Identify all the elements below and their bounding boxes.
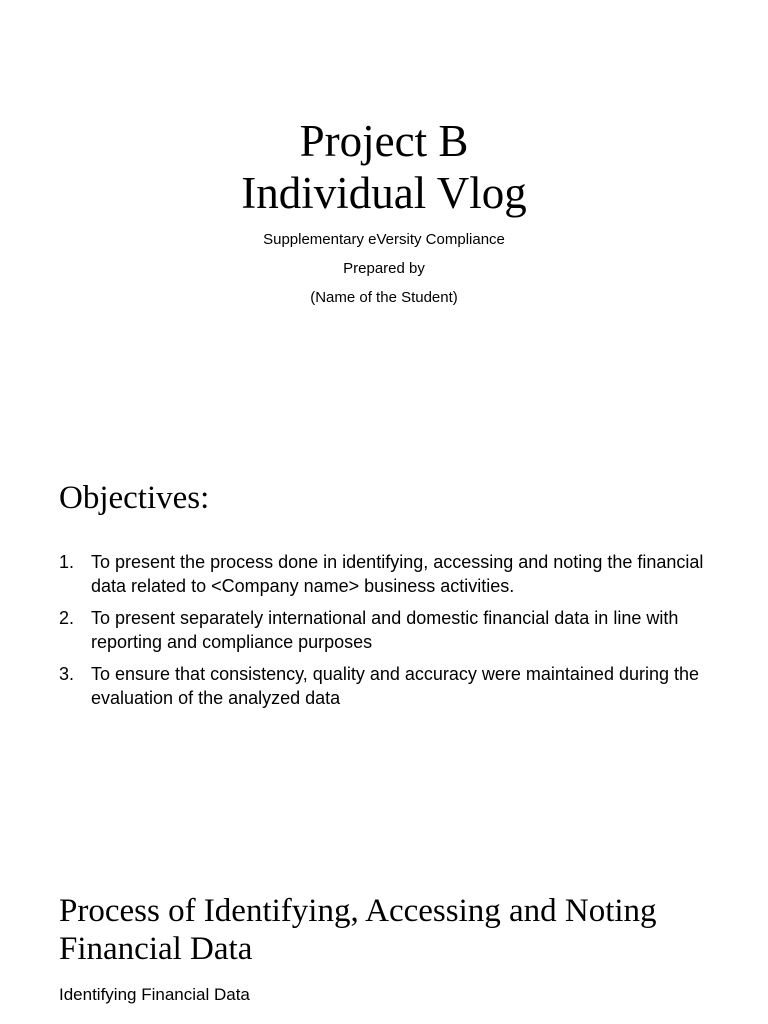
objectives-list — [59, 550, 729, 718]
objectives-heading: Objectives: — [59, 480, 210, 516]
title-line-2: Individual Vlog — [241, 168, 527, 218]
objective-text: To present the process done in identifying, accessing and noting the financial data related to <Company name> business activities. — [91, 552, 704, 596]
subtitle-prepared-by: Prepared by — [343, 260, 425, 277]
objective-text: To present separately international and domestic financial data in line with reporting and compliance purposes — [91, 608, 679, 652]
objectives-slide — [0, 470, 768, 770]
process-slide — [0, 890, 768, 1024]
objective-item — [59, 550, 729, 598]
objective-item — [59, 606, 729, 654]
objective-text: To ensure that consistency, quality and accuracy were maintained during the evaluation of the analyzed data — [91, 664, 700, 708]
objective-item — [59, 662, 729, 710]
objective-number: 1. — [59, 552, 75, 572]
process-heading: Process of Identifying, Accessing and Noting Financial Data — [59, 893, 657, 967]
title-slide — [0, 0, 768, 360]
subtitle-student-name: (Name of the Student) — [310, 289, 458, 306]
objective-number: 3. — [59, 664, 75, 684]
title-line-1: Project B — [299, 116, 469, 166]
objective-number: 2. — [59, 608, 75, 628]
process-sub-label: Identifying Financial Data — [59, 985, 250, 1004]
subtitle-course: Supplementary eVersity Compliance — [263, 231, 505, 248]
